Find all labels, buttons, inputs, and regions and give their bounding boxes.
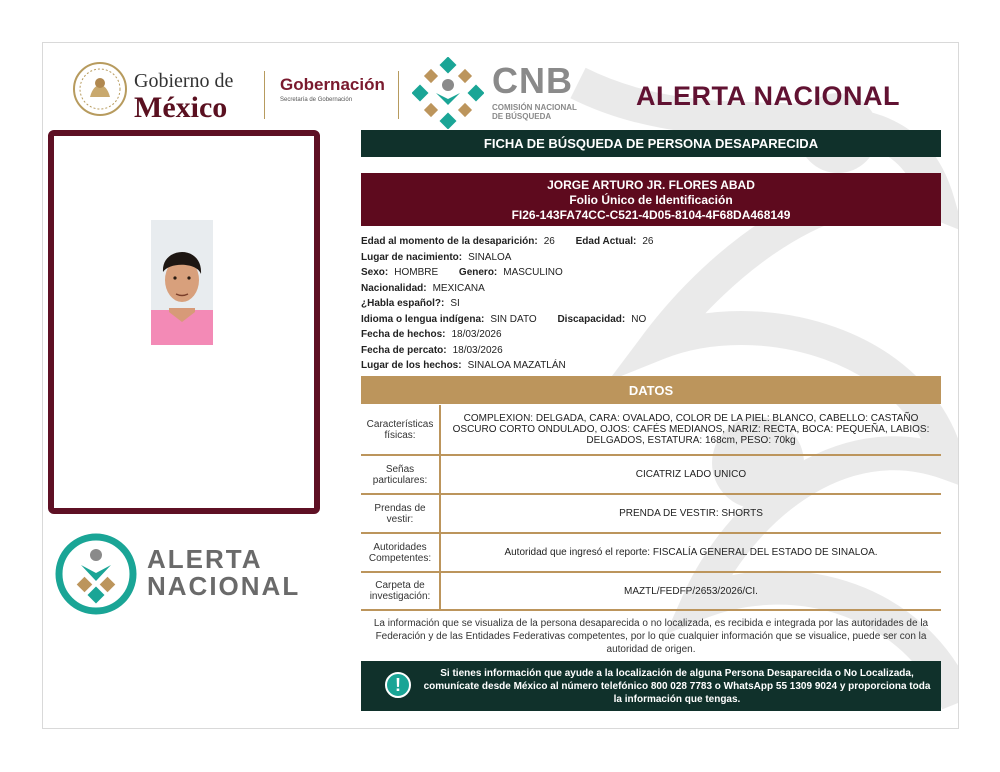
gobernacion-title: Gobernación (280, 75, 385, 94)
table-row (361, 572, 941, 610)
fecha-percato-value: 18/03/2026 (452, 344, 503, 356)
discapacidad-value: NO (631, 313, 647, 325)
exclamation-icon: ! (385, 672, 411, 698)
row-value: CICATRIZ LADO UNICO (440, 455, 941, 494)
row-value: Autoridad que ingresó el reporte: FISCALÍA GENERAL DEL ESTADO DE SINALOA. (440, 533, 941, 572)
person-info (361, 234, 941, 374)
genero-label: Genero: (458, 267, 498, 278)
person-name: JORGE ARTURO JR. FLORES ABAD (547, 178, 755, 192)
edad-desaparicion-label: Edad al momento de la desaparición: (361, 236, 538, 247)
gobierno-line2: México (134, 91, 228, 124)
row-key: Carpeta de investigación: (361, 572, 440, 610)
row-value: COMPLEXION: DELGADA, CARA: OVALADO, COLOR DE LA PIEL: BLANCO, CABELLO: CASTAÑO OSCURO CORTO ONDULADO, OJOS: CAFÉS MEDIANOS, NARIZ: RECTA, BOCA: PEQUEÑA, LABIOS: DELGADOS, ESTATURA: 168cm, PESO: 70kg (440, 405, 941, 455)
lugar-nacimiento-label: Lugar de nacimiento: (361, 251, 463, 263)
ficha-title-bar: FICHA DE BÚSQUEDA DE PERSONA DESAPARECIDA (361, 130, 941, 157)
person-header (361, 173, 941, 226)
contact-text: Si tienes información que ayude a la localización de alguna Persona Desaparecida o No Localizada, comunícate desde México al número telefónico 800 028 7783 o WhatsApp 55 1309 9024 y proporciona toda la información que tengas. (423, 668, 931, 705)
folio-label: Folio Único de Identificación (569, 193, 733, 207)
habla-value: SI (450, 298, 460, 309)
lugar-hechos-label: Lugar de los hechos: (361, 360, 462, 371)
cnb-subtitle-line1: COMISIÓN NACIONAL (492, 103, 577, 112)
header (68, 53, 948, 133)
datos-table (361, 405, 941, 611)
national-seal-icon (72, 61, 128, 117)
lugar-hechos-value: SINALOA MAZATLÁN (467, 360, 566, 371)
nacionalidad-value: MEXICANA (432, 282, 485, 294)
disclaimer: La información que se visualiza de la persona desaparecida o no localizada, es recibida e integrada por las autoridades de la Federación y de las Entidades Federativas competentes, por lo que cualquier información que se visualice, puede ser con la autoridad de origen. (373, 618, 929, 655)
fecha-hechos-value: 18/03/2026 (451, 329, 502, 340)
gobierno-de-mexico-logo (134, 71, 233, 123)
row-key: Señas particulares: (361, 455, 440, 494)
fecha-hechos-label: Fecha de hechos: (361, 329, 446, 340)
row-key: Prendas de vestir: (361, 494, 440, 533)
alerta-nacional-logo-text (147, 546, 300, 601)
edad-desaparicion-value: 26 (543, 236, 555, 247)
info-row-idioma (361, 312, 941, 328)
alert-card (42, 42, 959, 729)
idioma-value: SIN DATO (490, 313, 537, 325)
alerta-nacional-logo-icon (55, 533, 137, 615)
info-row-lugar-hechos (361, 358, 941, 374)
table-row (361, 533, 941, 572)
logo-line1: ALERTA (147, 544, 263, 574)
gobernacion-subtitle: Secretaría de Gobernación (280, 97, 353, 103)
table-row (361, 405, 941, 455)
header-divider (398, 71, 399, 119)
cnb-title: CNB (492, 60, 573, 101)
sexo-label: Sexo: (361, 267, 389, 278)
gobernacion-logo (280, 75, 385, 103)
row-value: PRENDA DE VESTIR: SHORTS (440, 494, 941, 533)
contact-footer (361, 661, 941, 711)
info-row-nacimiento (361, 250, 941, 266)
info-row-nacionalidad (361, 281, 941, 297)
table-row (361, 494, 941, 533)
photo-frame (48, 130, 320, 514)
cnb-subtitle (492, 103, 577, 121)
cnb-subtitle-line2: DE BÚSQUEDA (492, 112, 552, 122)
cnb-logo (492, 60, 577, 122)
discapacidad-label: Discapacidad: (557, 313, 626, 325)
genero-value: MASCULINO (503, 267, 563, 278)
sexo-value: HOMBRE (394, 267, 439, 278)
row-value: MAZTL/FEDFP/2653/2026/CI. (440, 572, 941, 610)
row-key: Características físicas: (361, 405, 440, 455)
nacionalidad-label: Nacionalidad: (361, 282, 427, 294)
cnb-emblem-icon (412, 57, 484, 129)
info-row-fecha-percato (361, 343, 941, 359)
idioma-label: Idioma o lengua indígena: (361, 313, 485, 325)
alerta-nacional-title: ALERTA NACIONAL (636, 81, 900, 111)
habla-label: ¿Habla español?: (361, 298, 445, 309)
table-row (361, 455, 941, 494)
logo-line2: NACIONAL (147, 571, 301, 602)
folio-id: FI26-143FA74CC-C521-4D05-8104-4F68DA468149 (511, 208, 791, 222)
fecha-percato-label: Fecha de percato: (361, 344, 447, 356)
gobierno-line1: Gobierno de (134, 70, 234, 92)
header-divider (264, 71, 265, 119)
datos-header: DATOS (361, 376, 941, 404)
edad-actual-label: Edad Actual: (575, 236, 637, 247)
info-row-sexo (361, 265, 941, 281)
edad-actual-value: 26 (642, 236, 654, 247)
info-row-edad (361, 234, 941, 250)
row-key: Autoridades Competentes: (361, 533, 440, 572)
info-row-fecha-hechos (361, 327, 941, 343)
info-row-habla (361, 296, 941, 312)
lugar-nacimiento-value: SINALOA (468, 251, 512, 263)
person-photo (151, 220, 213, 345)
